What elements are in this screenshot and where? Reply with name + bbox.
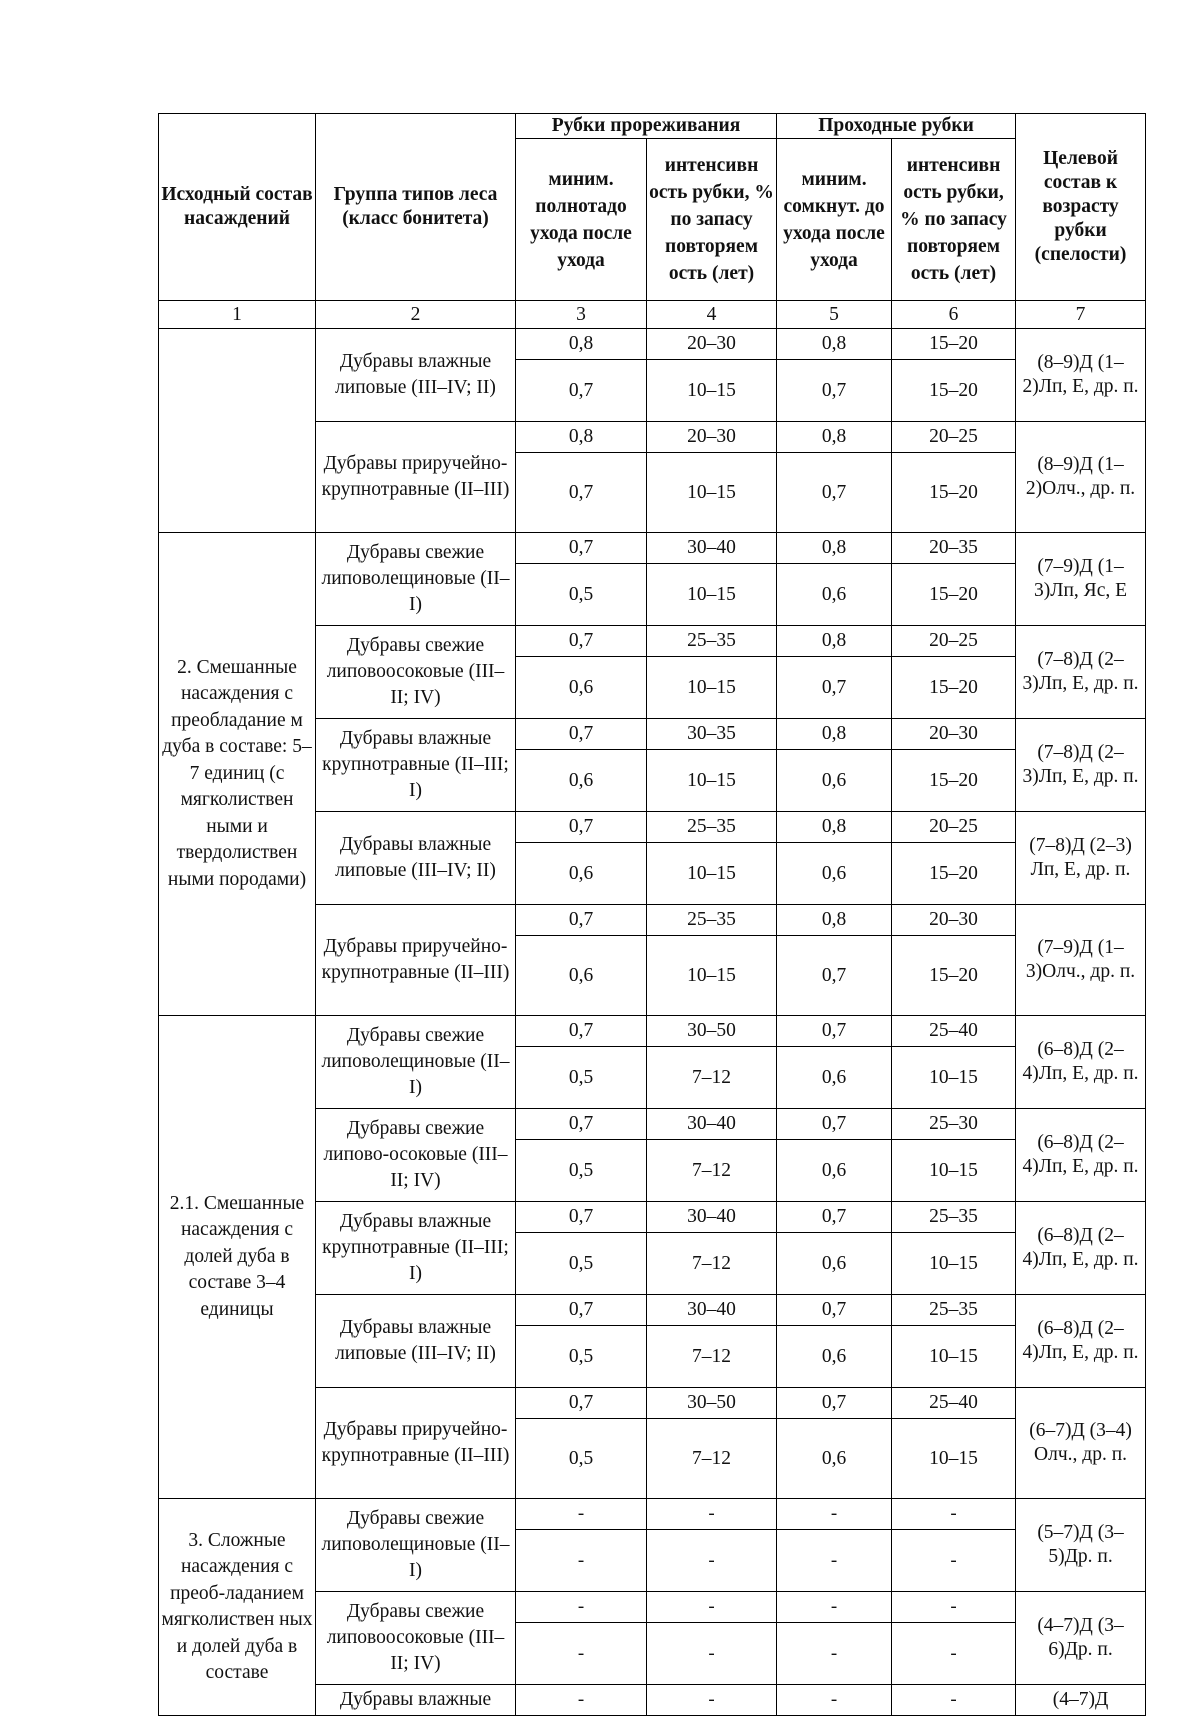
value-cell: 0,8 xyxy=(777,719,892,750)
value-cell: - xyxy=(777,1592,892,1623)
value-cell: 0,6 xyxy=(777,750,892,812)
target-composition-cell: (7–9)Д (1–3)Лп, Яс, Е xyxy=(1016,533,1146,626)
value-cell: 0,7 xyxy=(777,1109,892,1140)
value-cell: 20–30 xyxy=(647,329,777,360)
value-cell: 0,5 xyxy=(516,1233,647,1295)
value-cell: 0,8 xyxy=(777,422,892,453)
value-cell: 0,7 xyxy=(777,1202,892,1233)
value-cell: 0,5 xyxy=(516,1047,647,1109)
value-cell: 10–15 xyxy=(647,453,777,533)
forest-type-cell: Дубравы свежие липовоосоковые (III–II; IV) xyxy=(316,626,516,719)
column-numbers-row xyxy=(159,301,1146,329)
value-cell: - xyxy=(516,1685,647,1716)
forest-type-cell: Дубравы свежие липоволещиновые (II–I) xyxy=(316,1499,516,1592)
value-cell: 20–35 xyxy=(892,533,1016,564)
value-cell: 30–40 xyxy=(647,1202,777,1233)
forest-type-cell: Дубравы влажные липовые (III–IV; II) xyxy=(316,1295,516,1388)
forest-type-cell: Дубравы влажные липовые (III–IV; II) xyxy=(316,812,516,905)
value-cell: - xyxy=(647,1499,777,1530)
value-cell: 0,6 xyxy=(516,936,647,1016)
value-cell: 7–12 xyxy=(647,1419,777,1499)
value-cell: 0,7 xyxy=(777,1295,892,1326)
forest-type-cell: Дубравы влажные xyxy=(316,1685,516,1716)
value-cell: 10–15 xyxy=(647,360,777,422)
value-cell: 0,8 xyxy=(777,329,892,360)
value-cell: - xyxy=(516,1592,647,1623)
value-cell: 0,6 xyxy=(777,1047,892,1109)
forest-type-cell: Дубравы влажные крупнотравные (II–III; I) xyxy=(316,1202,516,1295)
value-cell: - xyxy=(516,1499,647,1530)
value-cell: 10–15 xyxy=(647,564,777,626)
target-composition-cell: (7–8)Д (2–3)Лп, Е, др. п. xyxy=(1016,626,1146,719)
value-cell: 0,7 xyxy=(777,657,892,719)
value-cell: 7–12 xyxy=(647,1326,777,1388)
forest-type-cell: Дубравы свежие липовоосоковые (III–II; IV) xyxy=(316,1592,516,1685)
forest-type-cell: Дубравы свежие липово-осоковые (III–II; IV) xyxy=(316,1109,516,1202)
value-cell: 10–15 xyxy=(892,1140,1016,1202)
value-cell: 0,7 xyxy=(777,1388,892,1419)
header-forest-type-group: Группа типов леса (класс бонитета) xyxy=(316,114,516,301)
value-cell: 0,8 xyxy=(516,329,647,360)
value-cell: 15–20 xyxy=(892,453,1016,533)
header-min-closure: миним. сомкнут. до ухода после ухода xyxy=(777,139,892,301)
column-number: 2 xyxy=(316,301,516,329)
value-cell: 0,5 xyxy=(516,1326,647,1388)
forest-type-cell: Дубравы приручейно-крупнотравные (II–III) xyxy=(316,905,516,1016)
value-cell: - xyxy=(777,1499,892,1530)
value-cell: 0,6 xyxy=(777,1140,892,1202)
target-composition-cell: (4–7)Д (3–6)Др. п. xyxy=(1016,1592,1146,1685)
value-cell: 0,7 xyxy=(516,905,647,936)
target-composition-cell: (8–9)Д (1–2)Лп, Е, др. п. xyxy=(1016,329,1146,422)
value-cell: 15–20 xyxy=(892,564,1016,626)
value-cell: 0,5 xyxy=(516,1419,647,1499)
value-cell: 25–35 xyxy=(892,1202,1016,1233)
header-thinning-cuts: Рубки прореживания xyxy=(516,114,777,139)
value-cell: 10–15 xyxy=(892,1047,1016,1109)
value-cell: 0,6 xyxy=(516,657,647,719)
value-cell: 15–20 xyxy=(892,329,1016,360)
table-row xyxy=(159,329,1146,360)
value-cell: - xyxy=(892,1530,1016,1592)
value-cell: 20–25 xyxy=(892,626,1016,657)
target-composition-cell: (6–8)Д (2–4)Лп, Е, др. п. xyxy=(1016,1202,1146,1295)
value-cell: 25–40 xyxy=(892,1388,1016,1419)
value-cell: 0,7 xyxy=(777,453,892,533)
value-cell: 0,7 xyxy=(516,1202,647,1233)
value-cell: - xyxy=(892,1623,1016,1685)
value-cell: 0,7 xyxy=(777,1016,892,1047)
target-composition-cell: (5–7)Д (3–5)Др. п. xyxy=(1016,1499,1146,1592)
section-label xyxy=(159,329,316,533)
value-cell: - xyxy=(647,1592,777,1623)
value-cell: - xyxy=(647,1623,777,1685)
value-cell: 10–15 xyxy=(647,657,777,719)
value-cell: 0,7 xyxy=(516,360,647,422)
value-cell: 0,6 xyxy=(777,1326,892,1388)
value-cell: 30–50 xyxy=(647,1388,777,1419)
value-cell: 15–20 xyxy=(892,750,1016,812)
value-cell: 0,7 xyxy=(777,936,892,1016)
value-cell: 0,5 xyxy=(516,1140,647,1202)
value-cell: 0,8 xyxy=(777,533,892,564)
value-cell: 15–20 xyxy=(892,936,1016,1016)
value-cell: 15–20 xyxy=(892,657,1016,719)
value-cell: 0,7 xyxy=(516,533,647,564)
value-cell: 0,6 xyxy=(516,843,647,905)
value-cell: 25–35 xyxy=(647,812,777,843)
header-min-density: миним. полнотадо ухода после ухода xyxy=(516,139,647,301)
target-composition-cell: (4–7)Д xyxy=(1016,1685,1146,1716)
value-cell: 0,7 xyxy=(516,1295,647,1326)
column-number: 1 xyxy=(159,301,316,329)
value-cell: - xyxy=(516,1623,647,1685)
value-cell: 20–25 xyxy=(892,812,1016,843)
target-composition-cell: (6–8)Д (2–4)Лп, Е, др. п. xyxy=(1016,1295,1146,1388)
value-cell: 0,7 xyxy=(516,453,647,533)
value-cell: 0,6 xyxy=(777,564,892,626)
value-cell: 7–12 xyxy=(647,1233,777,1295)
value-cell: 25–30 xyxy=(892,1109,1016,1140)
value-cell: 0,8 xyxy=(777,905,892,936)
column-number: 4 xyxy=(647,301,777,329)
value-cell: - xyxy=(777,1685,892,1716)
target-composition-cell: (6–8)Д (2–4)Лп, Е, др. п. xyxy=(1016,1016,1146,1109)
section-label: 2.1. Смешанные насаждения с долей дуба в составе 3–4 единицы xyxy=(159,1016,316,1499)
value-cell: 0,5 xyxy=(516,564,647,626)
column-number: 6 xyxy=(892,301,1016,329)
forest-type-cell: Дубравы влажные крупнотравные (II–III; I) xyxy=(316,719,516,812)
value-cell: 20–30 xyxy=(892,719,1016,750)
value-cell: 0,6 xyxy=(516,750,647,812)
forest-type-cell: Дубравы приручейно-крупнотравные (II–III) xyxy=(316,422,516,533)
header-initial-composition: Исходный состав насаждений xyxy=(159,114,316,301)
target-composition-cell: (6–7)Д (3–4) Олч., др. п. xyxy=(1016,1388,1146,1499)
value-cell: 30–35 xyxy=(647,719,777,750)
value-cell: 30–40 xyxy=(647,533,777,564)
value-cell: 20–30 xyxy=(647,422,777,453)
value-cell: 0,6 xyxy=(777,1233,892,1295)
value-cell: 0,7 xyxy=(516,1388,647,1419)
value-cell: 30–40 xyxy=(647,1109,777,1140)
value-cell: 0,7 xyxy=(516,719,647,750)
value-cell: 10–15 xyxy=(892,1419,1016,1499)
value-cell: 0,7 xyxy=(777,360,892,422)
forest-type-cell: Дубравы влажные липовые (III–IV; II) xyxy=(316,329,516,422)
section-label: 3. Сложные насаждения с преоб-ладанием мягколиствен ных и долей дуба в составе xyxy=(159,1499,316,1716)
header-target-composition: Целевой состав к возрасту рубки (спелости) xyxy=(1016,114,1146,301)
value-cell: 7–12 xyxy=(647,1047,777,1109)
value-cell: - xyxy=(777,1530,892,1592)
value-cell: 0,7 xyxy=(516,626,647,657)
value-cell: - xyxy=(777,1623,892,1685)
value-cell: 0,7 xyxy=(516,1016,647,1047)
value-cell: - xyxy=(892,1592,1016,1623)
target-composition-cell: (8–9)Д (1–2)Олч., др. п. xyxy=(1016,422,1146,533)
value-cell: 10–15 xyxy=(647,843,777,905)
value-cell: - xyxy=(516,1530,647,1592)
target-composition-cell: (6–8)Д (2–4)Лп, Е, др. п. xyxy=(1016,1109,1146,1202)
value-cell: 0,8 xyxy=(777,626,892,657)
table-row xyxy=(159,1499,1146,1530)
document-page xyxy=(158,113,1146,1716)
value-cell: 25–40 xyxy=(892,1016,1016,1047)
value-cell: 10–15 xyxy=(892,1326,1016,1388)
value-cell: 30–40 xyxy=(647,1295,777,1326)
forest-thinning-table xyxy=(158,113,1146,1716)
value-cell: 10–15 xyxy=(647,750,777,812)
value-cell: 25–35 xyxy=(647,905,777,936)
forest-type-cell: Дубравы свежие липоволещиновые (II–I) xyxy=(316,533,516,626)
table-row xyxy=(159,1016,1146,1047)
value-cell: 30–50 xyxy=(647,1016,777,1047)
value-cell: 10–15 xyxy=(892,1233,1016,1295)
value-cell: - xyxy=(892,1685,1016,1716)
value-cell: 7–12 xyxy=(647,1140,777,1202)
table-row xyxy=(159,533,1146,564)
value-cell: 0,6 xyxy=(777,1419,892,1499)
target-composition-cell: (7–9)Д (1–3)Олч., др. п. xyxy=(1016,905,1146,1016)
column-number: 5 xyxy=(777,301,892,329)
header-intensity-thinning: интенсивн ость рубки, % по запасу повторяем ость (лет) xyxy=(647,139,777,301)
value-cell: 25–35 xyxy=(892,1295,1016,1326)
column-number: 3 xyxy=(516,301,647,329)
forest-type-cell: Дубравы приручейно-крупнотравные (II–III) xyxy=(316,1388,516,1499)
value-cell: - xyxy=(647,1530,777,1592)
value-cell: 0,8 xyxy=(777,812,892,843)
value-cell: 0,7 xyxy=(516,1109,647,1140)
value-cell: 0,7 xyxy=(516,812,647,843)
forest-type-cell: Дубравы свежие липоволещиновые (II–I) xyxy=(316,1016,516,1109)
target-composition-cell: (7–8)Д (2–3) Лп, Е, др. п. xyxy=(1016,812,1146,905)
header-intensity-passage: интенсивн ость рубки, % по запасу повторяем ость (лет) xyxy=(892,139,1016,301)
column-number: 7 xyxy=(1016,301,1146,329)
value-cell: - xyxy=(647,1685,777,1716)
value-cell: 20–30 xyxy=(892,905,1016,936)
value-cell: 10–15 xyxy=(647,936,777,1016)
header-passage-cuts: Проходные рубки xyxy=(777,114,1016,139)
value-cell: - xyxy=(892,1499,1016,1530)
value-cell: 0,8 xyxy=(516,422,647,453)
value-cell: 20–25 xyxy=(892,422,1016,453)
value-cell: 25–35 xyxy=(647,626,777,657)
value-cell: 15–20 xyxy=(892,843,1016,905)
section-label: 2. Смешанные насаждения с преобладание м дуба в составе: 5–7 единиц (с мягколиствен ными и твердолиствен ными породами) xyxy=(159,533,316,1016)
value-cell: 15–20 xyxy=(892,360,1016,422)
target-composition-cell: (7–8)Д (2–3)Лп, Е, др. п. xyxy=(1016,719,1146,812)
value-cell: 0,6 xyxy=(777,843,892,905)
